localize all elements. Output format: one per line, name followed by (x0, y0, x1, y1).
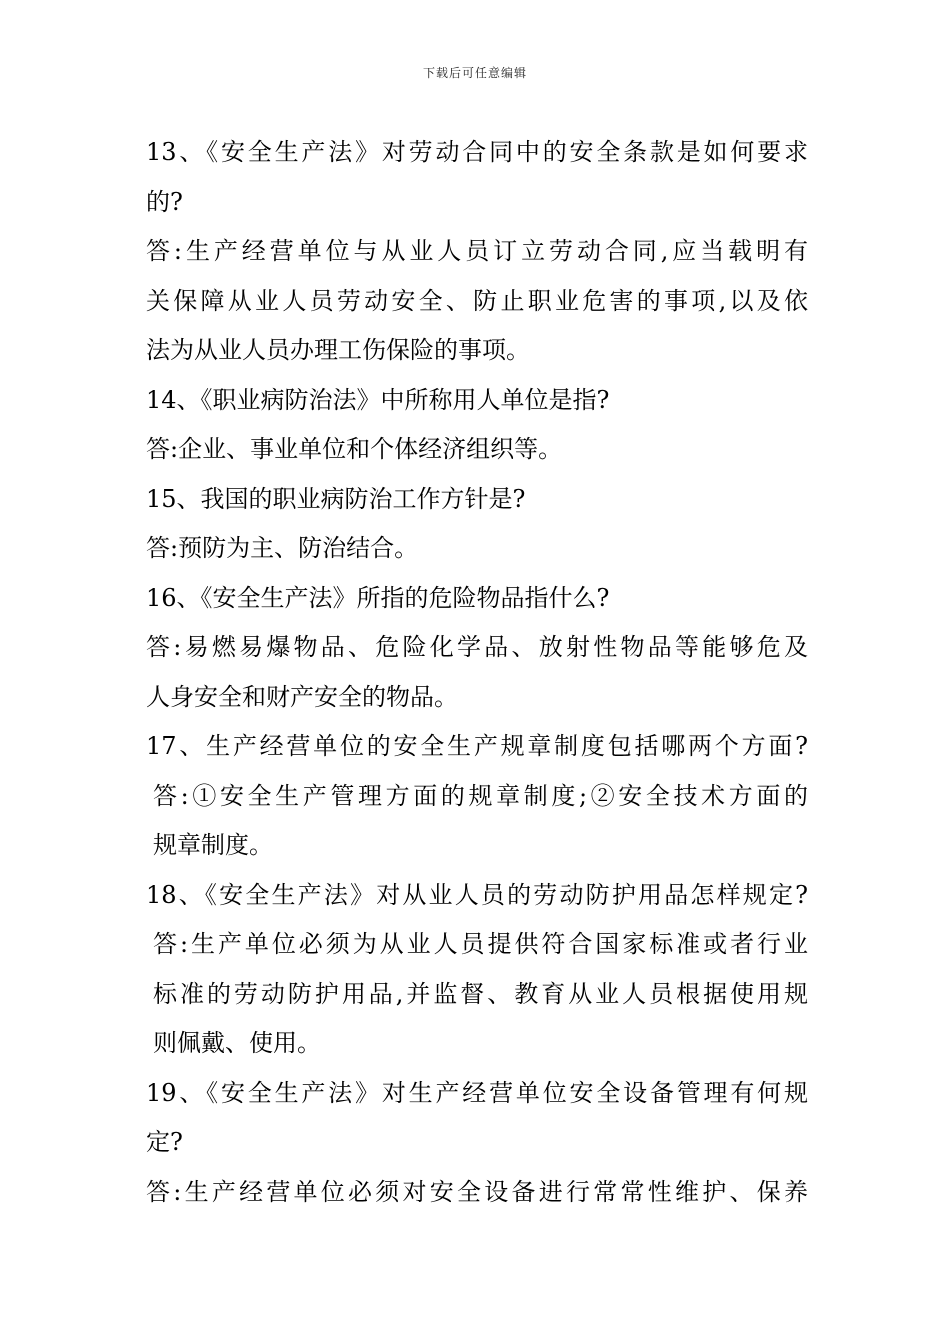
question-19-line-1: 19、《安全生产法》对生产经营单位安全设备管理有何规 (146, 1078, 808, 1107)
answer-13-line-3: 法为从业人员办理工伤保险的事项。 (146, 336, 530, 364)
answer-17-line-1: 答:①安全生产管理方面的规章制度;②安全技术方面的 (153, 781, 808, 810)
answer-18-line-1: 答:生产单位必须为从业人员提供符合国家标准或者行业 (153, 930, 808, 958)
question-19-line-2: 定? (146, 1128, 183, 1156)
answer-14: 答:企业、事业单位和个体经济组织等。 (146, 435, 563, 463)
answer-19-line-1: 答:生产经营单位必须对安全设备进行常常性维护、保养 (146, 1177, 808, 1206)
answer-15: 答:预防为主、防治结合。 (146, 534, 419, 562)
question-16: 16、《安全生产法》所指的危险物品指什么? (146, 583, 610, 612)
answer-16-line-1: 答:易燃易爆物品、危险化学品、放射性物品等能够危及 (146, 633, 808, 661)
question-14: 14、《职业病防治法》中所称用人单位是指? (146, 385, 610, 414)
question-18: 18、《安全生产法》对从业人员的劳动防护用品怎样规定? (146, 880, 808, 909)
answer-18-line-3: 则佩戴、使用。 (153, 1029, 321, 1057)
answer-18-line-2: 标准的劳动防护用品,并监督、教育从业人员根据使用规 (153, 979, 808, 1008)
question-15: 15、我国的职业病防治工作方针是? (146, 484, 526, 513)
question-13-line-2: 的? (146, 187, 183, 216)
answer-17-line-2: 规章制度。 (153, 831, 273, 859)
answer-13-line-2: 关保障从业人员劳动安全、防止职业危害的事项,以及依 (146, 286, 808, 315)
answer-16-line-2: 人身安全和财产安全的物品。 (146, 682, 458, 711)
question-13-line-1: 13、《安全生产法》对劳动合同中的安全条款是如何要求 (146, 138, 808, 166)
page-header: 下载后可任意编辑 (422, 66, 527, 80)
document-body (146, 128, 808, 1217)
answer-13-line-1: 答:生产经营单位与从业人员订立劳动合同,应当载明有 (146, 237, 808, 265)
question-17: 17、生产经营单位的安全生产规章制度包括哪两个方面? (146, 732, 808, 760)
